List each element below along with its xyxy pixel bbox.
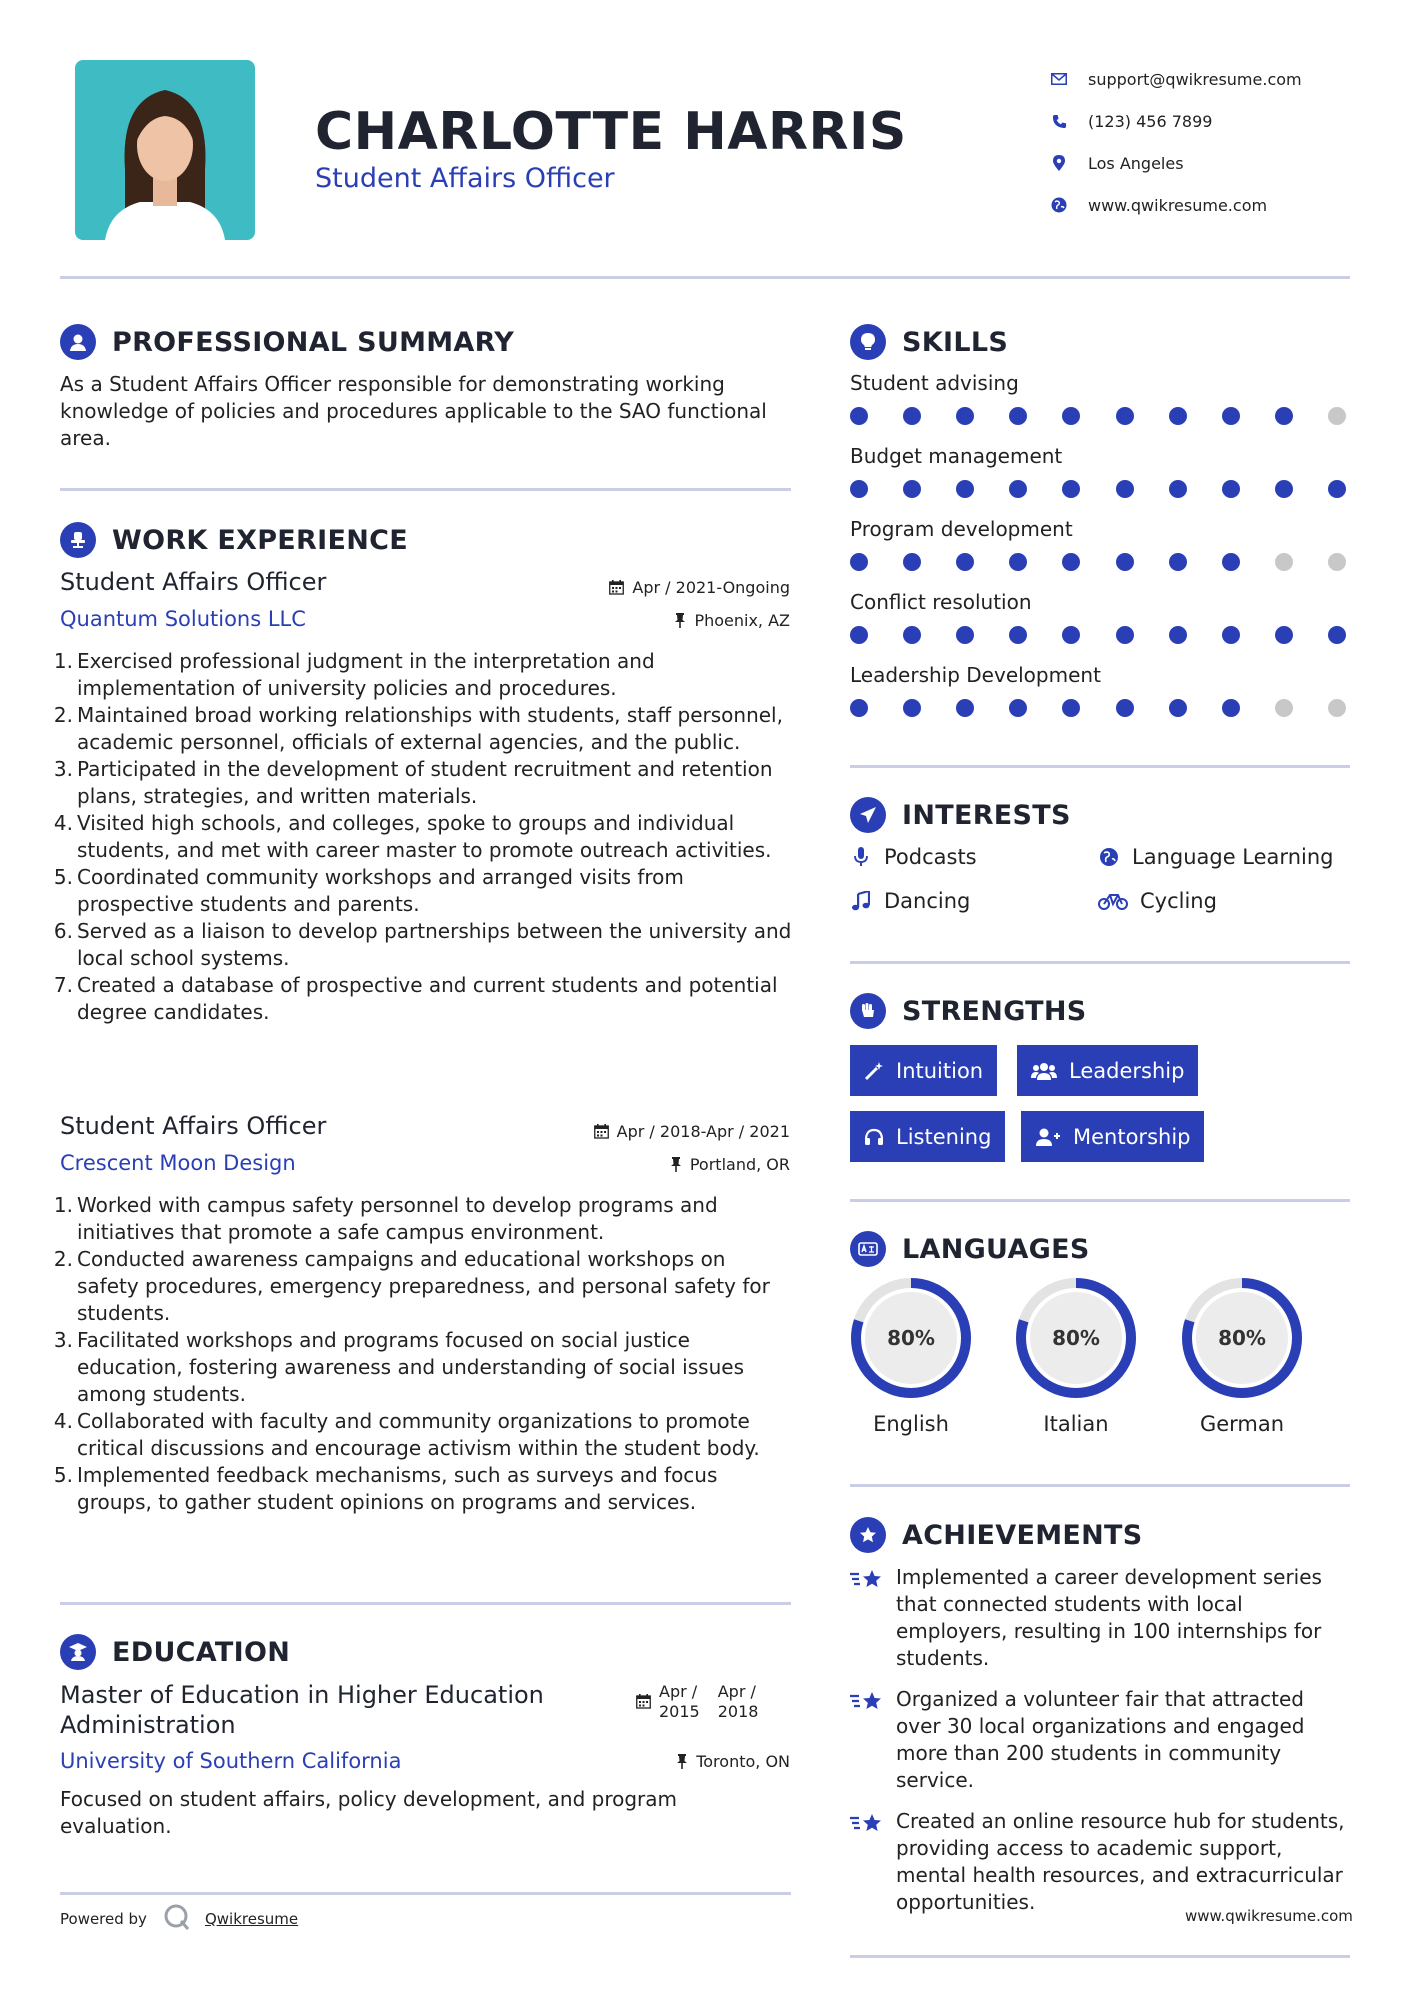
job-1-dates-text: Apr / 2021-Ongoing bbox=[632, 578, 790, 597]
experience-heading-text: WORK EXPERIENCE bbox=[112, 524, 408, 556]
rating-dot-filled bbox=[956, 407, 974, 425]
office-chair-icon bbox=[60, 522, 96, 558]
rating-dot-filled bbox=[1062, 407, 1080, 425]
interest-item-podcasts: Podcasts bbox=[850, 845, 977, 869]
phone-icon bbox=[1050, 112, 1068, 130]
languages-divider bbox=[850, 1484, 1350, 1487]
summary-text: As a Student Affairs Officer responsible for demonstrating working knowledge of policies and procedures applicable to the SAO functional area. bbox=[60, 372, 767, 450]
list-item: 7. Created a database of prospective and current students and potential degree candidates. bbox=[53, 973, 778, 1024]
skill-name: Conflict resolution bbox=[850, 590, 1032, 614]
rating-dot-filled bbox=[956, 480, 974, 498]
lightbulb-icon bbox=[850, 324, 886, 360]
rating-dot-filled bbox=[1169, 699, 1187, 717]
interest-item-language-learning: Language Learning bbox=[1098, 845, 1333, 869]
list-item: 4. Visited high schools, and colleges, spoke to groups and individual students, and met with career master to promote outreach activities. bbox=[53, 811, 772, 862]
list-item: 5. Coordinated community workshops and arranged visits from prospective students and parents. bbox=[53, 865, 684, 916]
graduate-icon bbox=[60, 1634, 96, 1670]
job-2-location bbox=[670, 1155, 790, 1174]
paper-plane-icon bbox=[850, 797, 886, 833]
rating-dot-filled bbox=[1169, 553, 1187, 571]
job-1-duties bbox=[53, 648, 793, 1026]
job-1-location-text: Phoenix, AZ bbox=[694, 611, 790, 630]
rating-dot-filled bbox=[956, 626, 974, 644]
interests-heading-text: INTERESTS bbox=[902, 799, 1071, 831]
rating-dot-filled bbox=[1062, 699, 1080, 717]
language-name: Italian bbox=[1043, 1412, 1109, 1436]
summary-heading bbox=[60, 324, 514, 360]
list-item: 1. Worked with campus safety personnel to develop programs and initiatives that promote a safe campus environment. bbox=[53, 1193, 718, 1244]
rating-dot-filled bbox=[903, 553, 921, 571]
rating-dot-filled bbox=[1169, 480, 1187, 498]
rating-dot-filled bbox=[1328, 626, 1346, 644]
rating-dot-filled bbox=[1222, 480, 1240, 498]
contact-location-text: Los Angeles bbox=[1088, 153, 1184, 173]
achievement-item: Implemented a career development series that connected students with local employers, resulting in 100 internships for students. bbox=[850, 1564, 1350, 1672]
headphones-icon bbox=[864, 1127, 884, 1147]
achievements-heading-text: ACHIEVEMENTS bbox=[902, 1519, 1143, 1551]
strengths-heading-text: STRENGTHS bbox=[902, 995, 1087, 1027]
skill-rating bbox=[850, 626, 1346, 644]
contact-email[interactable] bbox=[1050, 58, 1390, 100]
interests-divider bbox=[850, 961, 1350, 964]
languages-heading-text: LANGUAGES bbox=[902, 1233, 1090, 1265]
achievement-item: Created an online resource hub for students, providing access to academic support, mental health resources, and extracurricular opportunities. bbox=[850, 1808, 1350, 1916]
list-item: 3. Participated in the development of student recruitment and retention plans, strategies, and written materials. bbox=[53, 757, 773, 808]
language-name: English bbox=[873, 1412, 949, 1436]
rating-dot-filled bbox=[903, 407, 921, 425]
rating-dot-filled bbox=[850, 626, 868, 644]
job-2-title: Student Affairs Officer bbox=[60, 1112, 327, 1140]
job-2-dates-text: Apr / 2018-Apr / 2021 bbox=[616, 1122, 790, 1141]
rating-dot-filled bbox=[1222, 699, 1240, 717]
interests-heading bbox=[850, 797, 1071, 833]
list-item: 6. Served as a liaison to develop partnerships between the university and local school systems. bbox=[53, 919, 792, 970]
magic-wand-icon bbox=[864, 1061, 884, 1081]
education-degree: Master of Education in Higher Education Administration bbox=[60, 1681, 544, 1739]
strength-intuition: Intuition bbox=[850, 1045, 997, 1096]
summary-divider bbox=[60, 488, 791, 491]
pin-icon bbox=[670, 1157, 682, 1172]
rating-dot-filled bbox=[956, 553, 974, 571]
bottom-divider bbox=[850, 1955, 1350, 1958]
skills-heading bbox=[850, 324, 1008, 360]
rating-dot-filled bbox=[1116, 626, 1134, 644]
language-icon bbox=[850, 1231, 886, 1267]
pin-icon bbox=[674, 613, 686, 628]
rating-dot-filled bbox=[1009, 480, 1027, 498]
rating-dot-filled bbox=[903, 480, 921, 498]
globe-icon bbox=[1050, 196, 1068, 214]
rating-dot-filled bbox=[1062, 480, 1080, 498]
skill-name: Leadership Development bbox=[850, 663, 1101, 687]
candidate-role: Student Affairs Officer bbox=[315, 163, 615, 194]
rating-dot-filled bbox=[1062, 626, 1080, 644]
language-ring bbox=[1180, 1276, 1304, 1400]
achievements-heading bbox=[850, 1517, 1143, 1553]
list-item: 2. Conducted awareness campaigns and educational workshops on safety procedures, emergency preparedness, and personal safety for students. bbox=[53, 1247, 770, 1325]
pin-icon bbox=[676, 1754, 688, 1769]
rating-dot-filled bbox=[903, 699, 921, 717]
skill-rating bbox=[850, 407, 1346, 425]
language-percent: 80% bbox=[887, 1326, 935, 1350]
rating-dot-filled bbox=[850, 407, 868, 425]
profile-photo bbox=[75, 60, 255, 240]
job-1-location bbox=[674, 611, 790, 630]
users-icon bbox=[1031, 1061, 1057, 1081]
rating-dot-filled bbox=[1275, 480, 1293, 498]
language-name: German bbox=[1199, 1412, 1285, 1436]
language-percent: 80% bbox=[1052, 1326, 1100, 1350]
rating-dot-filled bbox=[1169, 407, 1187, 425]
language-german bbox=[1180, 1276, 1304, 1436]
list-item: 4. Collaborated with faculty and community organizations to promote critical discussions and encourage activism within the student body. bbox=[53, 1409, 760, 1460]
rating-dot-filled bbox=[1222, 626, 1240, 644]
rating-dot-filled bbox=[1328, 480, 1346, 498]
education-school: University of Southern California bbox=[60, 1749, 402, 1773]
rating-dot-empty bbox=[1275, 553, 1293, 571]
strength-listening: Listening bbox=[850, 1111, 1005, 1162]
star-badge-icon bbox=[850, 1517, 886, 1553]
rating-dot-filled bbox=[1222, 407, 1240, 425]
job-2-duties bbox=[53, 1192, 793, 1516]
contact-phone[interactable] bbox=[1050, 100, 1390, 142]
skill-rating bbox=[850, 699, 1346, 717]
skill-rating bbox=[850, 480, 1346, 498]
language-italian bbox=[1014, 1276, 1138, 1436]
rating-dot-filled bbox=[1009, 553, 1027, 571]
calendar-icon bbox=[636, 1694, 651, 1709]
user-plus-icon bbox=[1035, 1127, 1061, 1147]
header-divider bbox=[60, 276, 1350, 279]
user-icon bbox=[60, 324, 96, 360]
list-item: 3. Facilitated workshops and programs focused on social justice education, fostering awareness and understanding of social issues among students. bbox=[53, 1328, 744, 1406]
strength-leadership: Leadership bbox=[1017, 1045, 1198, 1096]
education-heading bbox=[60, 1634, 290, 1670]
rating-dot-empty bbox=[1275, 699, 1293, 717]
experience-heading bbox=[60, 522, 408, 558]
rating-dot-filled bbox=[1009, 626, 1027, 644]
rating-dot-filled bbox=[903, 626, 921, 644]
rating-dot-filled bbox=[1169, 626, 1187, 644]
qwikresume-link[interactable]: Qwikresume bbox=[204, 1910, 299, 1928]
map-marker-icon bbox=[1050, 154, 1068, 172]
job-1-dates bbox=[609, 578, 790, 597]
skills-heading-text: SKILLS bbox=[902, 326, 1009, 358]
shooting-star-icon bbox=[850, 1808, 886, 1916]
rating-dot-filled bbox=[850, 553, 868, 571]
strengths-heading bbox=[850, 993, 1087, 1029]
rating-dot-filled bbox=[1116, 407, 1134, 425]
bicycle-icon bbox=[1098, 890, 1128, 912]
job-2-company: Crescent Moon Design bbox=[60, 1151, 296, 1175]
microphone-icon bbox=[850, 846, 872, 868]
rating-dot-filled bbox=[1116, 480, 1134, 498]
education-location bbox=[676, 1752, 790, 1771]
skill-rating bbox=[850, 553, 1346, 571]
shooting-star-icon bbox=[850, 1686, 886, 1794]
language-english bbox=[849, 1276, 973, 1436]
rating-dot-filled bbox=[1116, 553, 1134, 571]
contact-phone-text: (123) 456 7899 bbox=[1088, 111, 1213, 131]
list-item: 5. Implemented feedback mechanisms, such as surveys and focus groups, to gather student opinions on programs and services. bbox=[53, 1463, 718, 1514]
qwikresume-logo-icon bbox=[163, 1903, 191, 1935]
list-item: 1. Exercised professional judgment in the interpretation and implementation of university policies and procedures. bbox=[53, 649, 655, 700]
globe-icon bbox=[1098, 846, 1120, 868]
contact-website-text: www.qwikresume.com bbox=[1088, 195, 1268, 215]
rating-dot-filled bbox=[1009, 407, 1027, 425]
contact-location bbox=[1050, 142, 1390, 184]
rating-dot-filled bbox=[1275, 626, 1293, 644]
education-end: Apr / 2018 bbox=[717, 1682, 759, 1721]
contact-email-text: support@qwikresume.com bbox=[1088, 69, 1302, 89]
job-2-dates bbox=[594, 1122, 790, 1141]
footer-website[interactable]: www.qwikresume.com bbox=[1185, 1907, 1353, 1925]
list-item: 2. Maintained broad working relationships with students, staff personnel, academic personnel, officials of external agencies, and the public. bbox=[53, 703, 783, 754]
footer-powered-by bbox=[60, 1903, 298, 1935]
rating-dot-filled bbox=[850, 480, 868, 498]
interest-item-dancing: Dancing bbox=[850, 889, 970, 913]
strength-mentorship: Mentorship bbox=[1021, 1111, 1204, 1162]
education-start: Apr / 2015 bbox=[659, 1682, 700, 1721]
rating-dot-filled bbox=[850, 699, 868, 717]
fist-icon bbox=[850, 993, 886, 1029]
rating-dot-filled bbox=[1062, 553, 1080, 571]
job-2-location-text: Portland, OR bbox=[689, 1155, 790, 1174]
skills-divider bbox=[850, 765, 1350, 768]
interest-item-cycling: Cycling bbox=[1098, 889, 1217, 913]
shooting-star-icon bbox=[850, 1564, 886, 1672]
language-ring bbox=[849, 1276, 973, 1400]
strengths-divider bbox=[850, 1199, 1350, 1202]
candidate-name: CHARLOTTE HARRIS bbox=[315, 102, 907, 162]
language-ring bbox=[1014, 1276, 1138, 1400]
powered-by-text: Powered by bbox=[60, 1910, 147, 1928]
contact-website[interactable] bbox=[1050, 184, 1390, 226]
experience-divider bbox=[60, 1602, 791, 1605]
rating-dot-filled bbox=[1275, 407, 1293, 425]
language-percent: 80% bbox=[1218, 1326, 1266, 1350]
skill-name: Student advising bbox=[850, 371, 1019, 395]
skill-name: Budget management bbox=[850, 444, 1063, 468]
education-description: Focused on student affairs, policy development, and program evaluation. bbox=[60, 1787, 678, 1838]
education-divider bbox=[60, 1892, 791, 1895]
calendar-icon bbox=[609, 580, 624, 595]
rating-dot-empty bbox=[1328, 553, 1346, 571]
summary-heading-text: PROFESSIONAL SUMMARY bbox=[112, 326, 515, 358]
rating-dot-filled bbox=[1222, 553, 1240, 571]
rating-dot-filled bbox=[1009, 699, 1027, 717]
job-1-company: Quantum Solutions LLC bbox=[60, 607, 306, 631]
job-1-title: Student Affairs Officer bbox=[60, 568, 327, 596]
rating-dot-filled bbox=[956, 699, 974, 717]
skill-name: Program development bbox=[850, 517, 1073, 541]
education-dates bbox=[636, 1682, 758, 1722]
contact-block bbox=[1050, 58, 1390, 226]
rating-dot-empty bbox=[1328, 407, 1346, 425]
rating-dot-empty bbox=[1328, 699, 1346, 717]
calendar-icon bbox=[594, 1124, 609, 1139]
music-icon bbox=[850, 890, 872, 912]
languages-heading bbox=[850, 1231, 1090, 1267]
education-heading-text: EDUCATION bbox=[112, 1636, 291, 1668]
education-location-text: Toronto, ON bbox=[696, 1752, 790, 1771]
achievement-item: Organized a volunteer fair that attracted over 30 local organizations and engaged more than 200 students in community service. bbox=[850, 1686, 1350, 1794]
rating-dot-filled bbox=[1116, 699, 1134, 717]
envelope-icon bbox=[1050, 70, 1068, 88]
